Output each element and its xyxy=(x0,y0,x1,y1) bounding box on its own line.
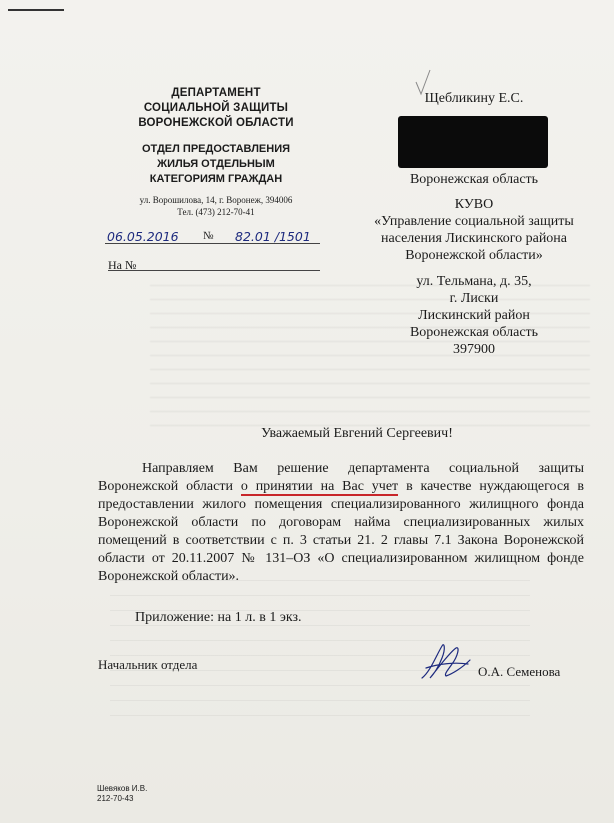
underlined-phrase: о принятии на Вас учет xyxy=(240,479,399,494)
date-underline xyxy=(105,243,320,244)
reference-underline xyxy=(108,270,320,271)
department-name: ДЕПАРТАМЕНТ СОЦИАЛЬНОЙ ЗАЩИТЫ ВОРОНЕЖСКОЙ ОБЛАСТИ xyxy=(138,87,294,129)
subdivision-name: ОТДЕЛ ПРЕДОСТАВЛЕНИЯ ЖИЛЬЯ ОТДЕЛЬНЫМ КАТЕГОРИЯМ ГРАЖДАН xyxy=(141,143,291,185)
registration-row xyxy=(105,229,320,251)
executor-info xyxy=(97,784,147,804)
recipient-org-short: КУВО xyxy=(454,197,494,212)
recipient-city: г. Лиски xyxy=(449,291,499,306)
redaction-box xyxy=(398,116,548,168)
sender-header xyxy=(110,86,322,218)
reference-label: На № xyxy=(108,258,137,272)
body-paragraph: Направляем Вам решение департамента социальной защиты Воронежской области о принятии на Вас учет в качестве нуждающегося в предоставлении жилого помещения специализированного жилищного фонда Воронежской области по договорам найма специализированных жилых помещений в соответствии с п. 3 статьи 21. 2 главы 7.1 Закона Воронежской области от 20.11.2007 № 131–ОЗ «О специализированном жилищном фонде Воронежской области». xyxy=(98,461,584,584)
recipient-zip: 397900 xyxy=(453,342,495,357)
recipient-oblast: Воронежская область xyxy=(409,325,539,340)
executor-name: Шевяков И.В. xyxy=(97,784,148,793)
recipient-region: Воронежская область xyxy=(409,172,539,187)
recipient-district: Лискинский район xyxy=(418,308,530,323)
top-mark xyxy=(8,9,64,11)
recipient-name: Щебликину Е.С. xyxy=(424,91,524,106)
recipient-block: Щебликину Е.С. Воронежская область КУВО «Управление социальной защиты населения Лискинского района Воронежской области» ул. Тельмана, д. 35, г. Лиски Лискинский район Воронежская область 397900 xyxy=(364,90,584,358)
handwritten-number: 82.01 /1501 xyxy=(235,229,311,244)
salutation: Уважаемый Евгений Сергеевич! xyxy=(261,426,453,441)
executor-phone: 212-70-43 xyxy=(97,794,134,803)
reference-row xyxy=(108,256,320,272)
sender-address: ул. Ворошилова, 14, г. Воронеж, 394006 Тел. (473) 212-70-41 xyxy=(139,195,293,217)
attachment-note: Приложение: на 1 л. в 1 экз. xyxy=(135,610,302,625)
signer-position: Начальник отдела xyxy=(98,657,198,672)
handwritten-signature xyxy=(416,638,474,686)
recipient-street: ул. Тельмана, д. 35, xyxy=(416,274,532,289)
number-sign: № xyxy=(203,230,214,242)
signer-name: О.А. Семенова xyxy=(478,664,561,679)
handwritten-date: 06.05.2016 xyxy=(107,229,179,244)
letter-body xyxy=(98,460,584,586)
